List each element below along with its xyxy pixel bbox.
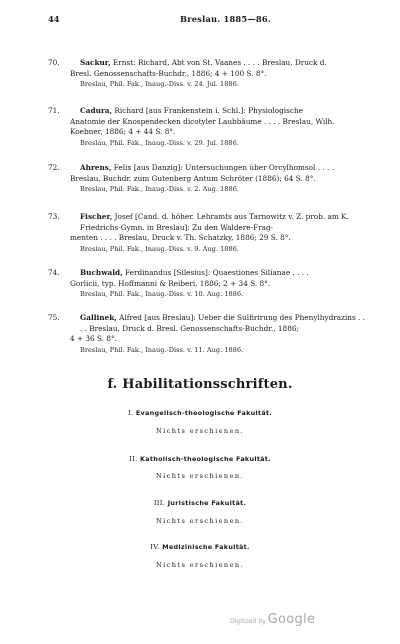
- faculty-numeral: I.: [127, 409, 134, 417]
- entry-number: 71.: [48, 106, 60, 115]
- entry-dissertation-note: Breslau, Phil. Fak., Inaug.-Diss. v. 10. Aug. 1886.: [80, 290, 244, 299]
- entry-number: 73.: [48, 212, 60, 221]
- author-name: Cadura,: [80, 106, 113, 115]
- entry-number: 72.: [48, 163, 60, 172]
- bibliography-entry: [48, 212, 366, 254]
- entry-number: 70.: [48, 58, 60, 67]
- author-name: Ahrens,: [80, 163, 112, 172]
- faculty-heading: [0, 409, 400, 417]
- bibliography-entry: [48, 58, 366, 90]
- entry-imprint: Breslau, Buchdr. zum Gutenberg Antum Schröter (1886); 64 S. 8°.: [70, 173, 316, 183]
- section-heading: f. Habilitationsschriften.: [107, 377, 293, 392]
- author-name: Sackur,: [80, 58, 111, 67]
- bibliography-entry: [48, 268, 366, 300]
- faculty-heading: [0, 455, 400, 463]
- entry-title: Richard [aus Frankenstein i. Schl.]: Physiologische: [112, 106, 303, 115]
- entry-number: 74.: [48, 268, 60, 277]
- faculty-heading: [0, 499, 400, 507]
- faculty-name: Katholisch-theologische Fakultät.: [140, 455, 271, 463]
- faculty-name: Medizinische Fakultät.: [162, 543, 250, 551]
- entry-title: Josef [Cand. d. höher. Lehramts aus Tarnowitz v. Z. prob. am K. Friedrichs-Gymn. in Breslau]: Zu den Waldere-Frag-: [80, 212, 349, 232]
- page-number: 44: [48, 14, 60, 24]
- faculty-heading: [0, 543, 400, 551]
- faculty-name: Juristische Fakultät.: [167, 499, 247, 507]
- entry-title: Ferdinandus [Silesius]: Quaestiones Silianae . . . .: [122, 268, 309, 277]
- nothing-published-note: Nichts erschienen.: [155, 561, 245, 569]
- faculty-numeral: II.: [129, 455, 138, 463]
- watermark-prefix: Digitized by: [230, 618, 266, 625]
- entry-title: Alfred [aus Breslau]: Ueber die Sulfirirung des Phenylhydrazins . . . . Breslau, Druck d. Bresl. Genossenschafts-Buchdr., 1886;: [80, 313, 366, 333]
- entry-dissertation-note: Breslau, Phil. Fak., Inaug.-Diss. v. 11. Aug. 1886.: [80, 345, 244, 354]
- entry-title: Felix [aus Danzig]: Untersuchungen über Orcylhomsol . . . .: [111, 163, 334, 172]
- entry-imprint: Bresl. Genossenschafts-Buchdr., 1886; 4 + 100 S. 8°.: [70, 68, 267, 78]
- bibliography-entry: [48, 163, 366, 195]
- nothing-published-note: Nichts erschienen.: [155, 472, 245, 480]
- entry-title: Ernst: Richard, Abt von St. Vaanes . . . . Breslau, Druck d.: [110, 58, 327, 67]
- bibliography-entry: [48, 313, 366, 355]
- faculty-numeral: IV.: [150, 543, 160, 551]
- digitized-watermark: [230, 612, 315, 627]
- nothing-published-note: Nichts erschienen.: [155, 427, 245, 435]
- entry-dissertation-note: Breslau, Phil. Fak., Inaug.-Diss. v. 29. Jul. 1886.: [80, 138, 239, 147]
- running-title: Breslau. 1885—86.: [180, 14, 271, 24]
- author-name: Fischer,: [80, 212, 113, 221]
- entry-imprint: Gorlicii, typ. Hoffmanni & Reiberi, 1886; 2 + 34 S. 8°.: [70, 278, 271, 288]
- page-header: [48, 14, 366, 26]
- author-name: Gallinek,: [80, 313, 117, 322]
- entry-dissertation-note: Breslau, Phil. Fak., Inaug.-Diss. v. 2. Aug. 1886.: [80, 185, 239, 194]
- bibliography-entry: [48, 106, 366, 148]
- entry-dissertation-note: Breslau, Phil. Fak., Inaug.-Diss. v. 9. Aug. 1886.: [80, 244, 239, 253]
- entry-imprint: menten . . . . Breslau, Druck v. Th. Schatzky, 1886; 29 S. 8°.: [70, 233, 291, 243]
- author-name: Buchwald,: [80, 268, 123, 277]
- google-logo: Google: [267, 612, 316, 627]
- entry-imprint: 4 + 36 S. 8°.: [70, 334, 117, 344]
- nothing-published-note: Nichts erschienen.: [155, 517, 245, 525]
- entry-number: 75.: [48, 313, 60, 322]
- faculty-numeral: III.: [153, 499, 166, 507]
- entry-dissertation-note: Breslau, Phil. Fak., Inaug.-Diss. v. 24. Jul. 1886.: [80, 80, 239, 89]
- faculty-name: Evangelisch-theologische Fakultät.: [135, 409, 273, 417]
- entry-imprint: Anatomie der Knospendecken dicotyler Laubbäume . . . . Breslau, Wilh. Koebner, 1886; 4 + 44 S. 8°.: [70, 116, 335, 137]
